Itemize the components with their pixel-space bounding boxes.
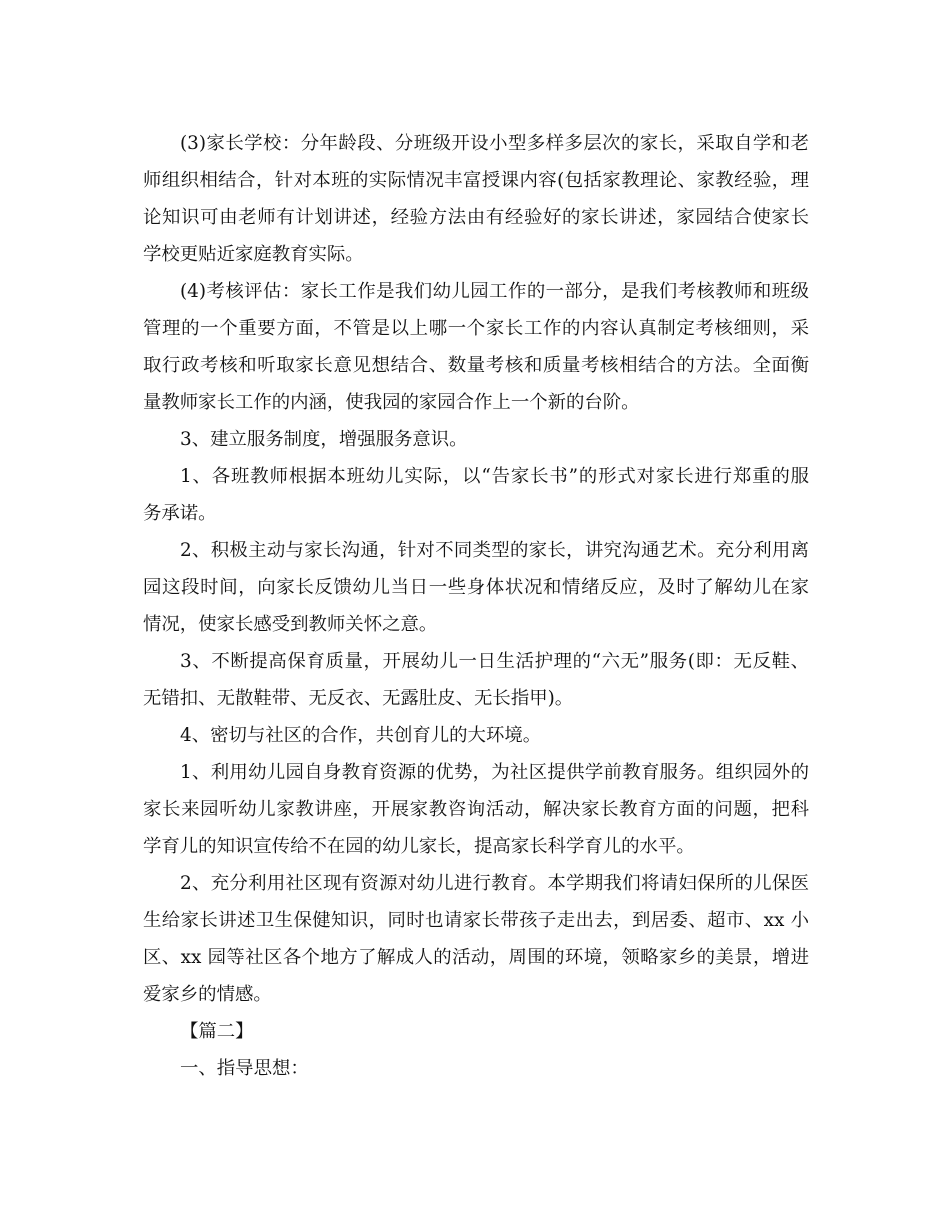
text-line: 论知识可由老师有计划讲述，经验方法由有经验好的家长讲述，家园结合使家长 bbox=[143, 207, 809, 228]
document-body bbox=[143, 125, 809, 1087]
text-line: 情况，使家长感受到教师关怀之意。 bbox=[143, 614, 438, 635]
text-line: (3)家长学校：分年龄段、分班级开设小型多样多层次的家长，采取自学和老 bbox=[180, 133, 809, 154]
text-line: 4、密切与社区的合作，共创育儿的大环境。 bbox=[180, 725, 542, 746]
text-line: 无错扣、无散鞋带、无反衣、无露肚皮、无长指甲)。 bbox=[143, 688, 574, 709]
text-line: 3、不断提高保育质量，开展幼儿一日生活护理的“六无”服务(即：无反鞋、 bbox=[180, 651, 809, 672]
section-heading: 【篇二】 bbox=[180, 1021, 254, 1042]
paragraph-assessment bbox=[143, 273, 809, 421]
text-line: (4)考核评估：家长工作是我们幼儿园工作的一部分，是我们考核教师和班级 bbox=[180, 281, 809, 302]
text-line: 2、充分利用社区现有资源对幼儿进行教育。本学期我们将请妇保所的儿保医 bbox=[180, 873, 809, 894]
text-line: 生给家长讲述卫生保健知识，同时也请家长带孩子走出去，到居委、超市、xx 小 bbox=[143, 910, 809, 931]
text-line: 家长来园听幼儿家教讲座，开展家教咨询活动，解决家长教育方面的问题，把科 bbox=[143, 799, 809, 820]
text-line: 园这段时间，向家长反馈幼儿当日一些身体状况和情绪反应，及时了解幼儿在家 bbox=[143, 577, 809, 598]
text-line: 量教师家长工作的内涵，使我园的家园合作上一个新的台阶。 bbox=[143, 392, 640, 413]
paragraph-community-cooperation bbox=[143, 717, 809, 754]
text-line: 务承诺。 bbox=[143, 503, 217, 524]
text-line: 管理的一个重要方面，不管是以上哪一个家长工作的内容认真制定考核细则，采 bbox=[143, 318, 809, 339]
text-line: 区、xx 园等社区各个地方了解成人的活动，周围的环境，领略家乡的美景，增进 bbox=[143, 947, 809, 968]
text-line: 爱家乡的情感。 bbox=[143, 984, 272, 1005]
text-line: 取行政考核和听取家长意见想结合、数量考核和质量考核相结合的方法。全面衡 bbox=[143, 355, 809, 376]
paragraph-education-resources bbox=[143, 754, 809, 865]
paragraph-parent-school bbox=[143, 125, 809, 273]
text-line: 师组织相结合，针对本班的实际情况丰富授课内容(包括家教理论、家教经验，理 bbox=[143, 170, 809, 191]
text-line: 2、积极主动与家长沟通，针对不同类型的家长，讲究沟通艺术。充分利用离 bbox=[180, 540, 809, 561]
text-line: 3、建立服务制度，增强服务意识。 bbox=[180, 429, 468, 450]
text-line: 学育儿的知识宣传给不在园的幼儿家长，提高家长科学育儿的水平。 bbox=[143, 836, 695, 857]
text-line: 1、利用幼儿园自身教育资源的优势，为社区提供学前教育服务。组织园外的 bbox=[180, 762, 809, 783]
paragraph-care-quality bbox=[143, 643, 809, 717]
paragraph-parent-communication bbox=[143, 532, 809, 643]
text-line: 学校更贴近家庭教育实际。 bbox=[143, 244, 364, 265]
paragraph-community-resources bbox=[143, 865, 809, 1013]
subsection-heading: 一、指导思想： bbox=[180, 1058, 309, 1079]
subsection-heading-block bbox=[143, 1050, 809, 1087]
paragraph-service-commitment bbox=[143, 458, 809, 532]
text-line: 1、各班教师根据本班幼儿实际，以“告家长书”的形式对家长进行郑重的服 bbox=[180, 466, 809, 487]
section-heading-block bbox=[143, 1013, 809, 1050]
paragraph-service-system bbox=[143, 421, 809, 458]
